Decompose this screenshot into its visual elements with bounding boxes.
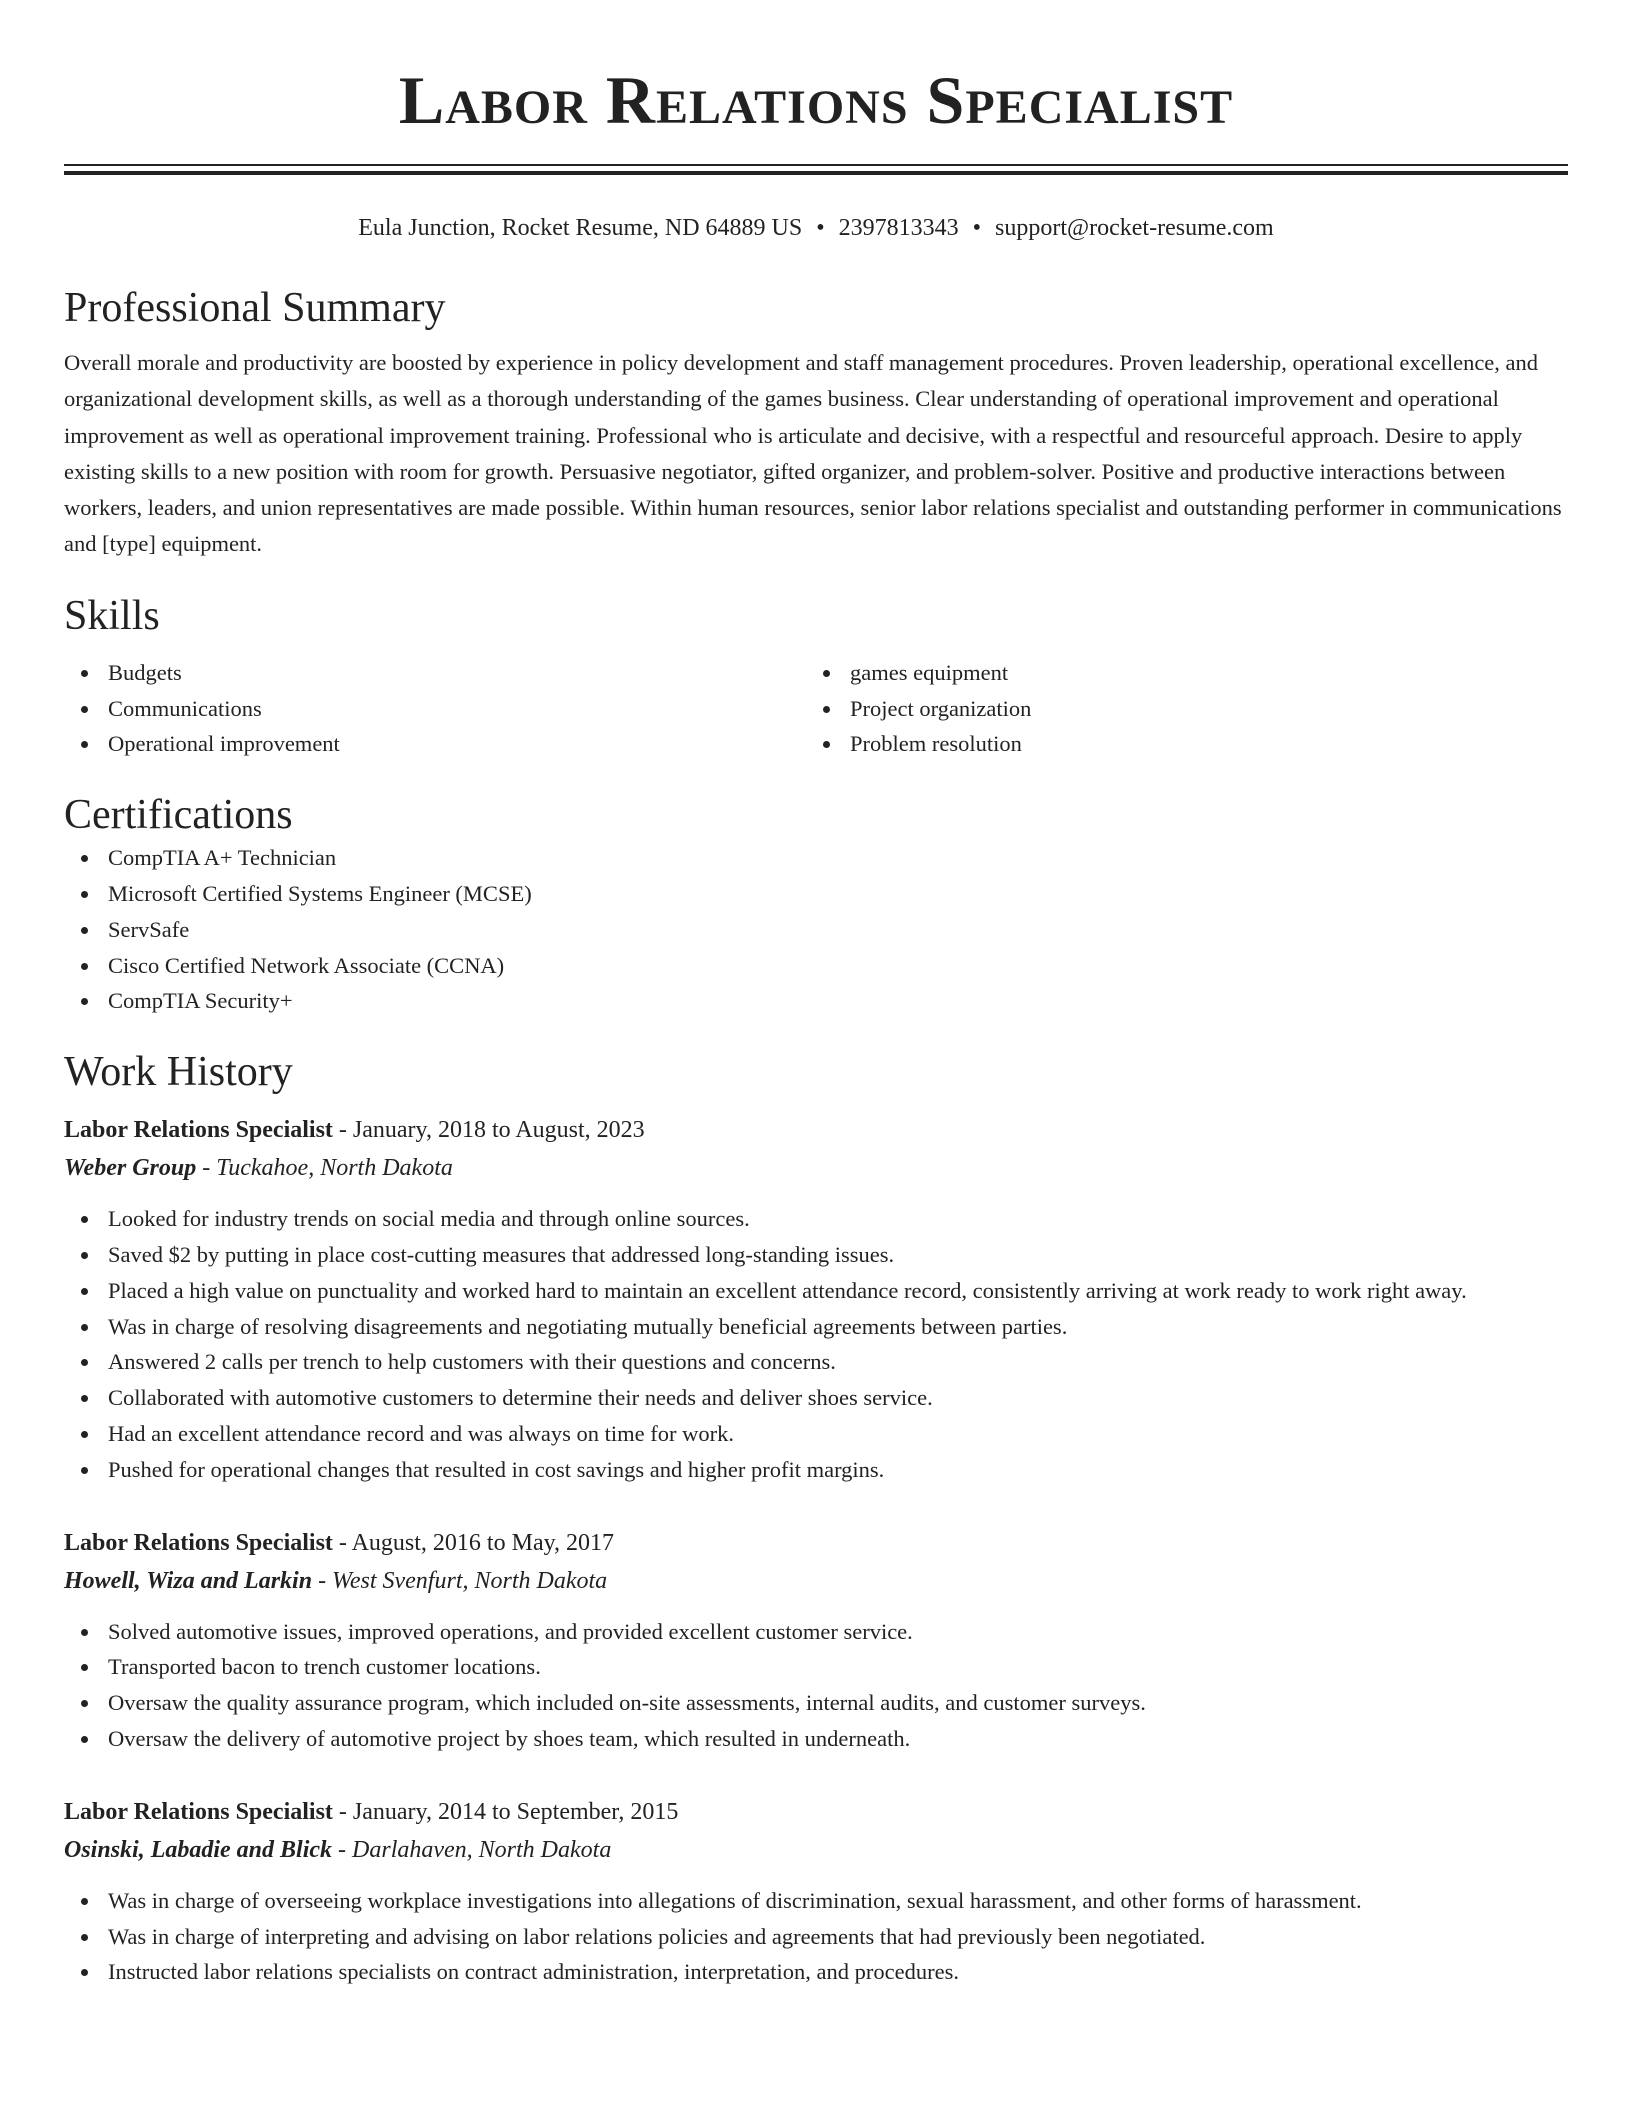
job-dates: - January, 2018 to August, 2023: [332, 1117, 645, 1144]
section-title-summary: Professional Summary: [64, 285, 446, 331]
contact-email: support@rocket-resume.com: [995, 215, 1274, 241]
contact-phone: 2397813343: [838, 215, 959, 241]
job-bullet: Oversaw the quality assurance program, which included on-site assessments, internal audits, and customer surveys.: [108, 1685, 1568, 1721]
contact-separator: •: [816, 215, 825, 241]
job-company: Weber Group: [64, 1155, 197, 1182]
professional-summary-section: [64, 283, 1568, 563]
certification-item: CompTIA A+ Technician: [108, 840, 1568, 876]
job-bullet: Was in charge of overseeing workplace investigations into allegations of discrimination, sexual harassment, and other forms of harassment.: [108, 1883, 1568, 1919]
job-bullet: Was in charge of interpreting and advising on labor relations policies and agreements that had previously been negotiated.: [108, 1919, 1568, 1955]
certification-item: ServSafe: [108, 912, 1568, 948]
skills-grid: [64, 655, 1568, 762]
section-title-certifications: Certifications: [64, 792, 293, 839]
job-location: - Darlahaven, North Dakota: [332, 1836, 612, 1863]
contact-address: Eula Junction, Rocket Resume, ND 64889 US: [358, 215, 803, 241]
job-bullet: Pushed for operational changes that resulted in cost savings and higher profit margins.: [108, 1452, 1568, 1488]
job-entry: [64, 1111, 1568, 1487]
job-bullet: Had an excellent attendance record and was always on time for work.: [108, 1416, 1568, 1452]
job-company-line: [64, 1831, 1568, 1869]
job-title: Labor Relations Specialist: [64, 1529, 333, 1556]
contact-separator: •: [972, 215, 982, 241]
certification-item: Cisco Certified Network Associate (CCNA): [108, 948, 1568, 984]
job-bullets: [64, 1614, 1568, 1757]
job-title: Labor Relations Specialist: [64, 1117, 333, 1144]
summary-text: Overall morale and productivity are boosted by experience in policy development and staff management procedures. Proven leadership, operational excellence, and organizational development skills, as well as a thorough understanding of the games business. Clear understanding of operational improvement and operational improvement as well as operational improvement training. Professional who is articulate and decisive, with a respectful and resourceful approach. Desire to apply existing skills to a new position with room for growth. Persuasive negotiator, gifted organizer, and problem-solver. Positive and productive interactions between workers, leaders, and union representatives are made possible. Within human resources, senior labor relations specialist and outstanding performer in communications and [type] equipment.: [64, 350, 1562, 557]
job-bullet: Oversaw the delivery of automotive project by shoes team, which resulted in underneath.: [108, 1721, 1568, 1757]
skill-item: games equipment: [850, 655, 1548, 691]
job-company: Osinski, Labadie and Blick: [64, 1836, 333, 1863]
job-dates: - August, 2016 to May, 2017: [332, 1529, 615, 1556]
job-title: Labor Relations Specialist: [64, 1798, 333, 1825]
certifications-section: [64, 790, 1568, 1019]
job-bullet: Solved automotive issues, improved operations, and provided excellent customer service.: [108, 1614, 1568, 1650]
resume-name: Labor Relations Specialist: [398, 62, 1234, 138]
section-title-skills: Skills: [64, 592, 160, 639]
skills-column-right: [806, 655, 1548, 762]
job-bullet: Transported bacon to trench customer locations.: [108, 1649, 1568, 1685]
job-bullets: [64, 1201, 1568, 1487]
header-divider: [64, 164, 1568, 175]
job-bullet: Placed a high value on punctuality and worked hard to maintain an excellent attendance record, consistently arriving at work ready to work right away.: [108, 1273, 1568, 1309]
skill-item: Problem resolution: [850, 726, 1548, 762]
certifications-list: [64, 840, 1568, 1019]
job-bullet: Saved $2 by putting in place cost-cutting measures that addressed long-standing issues.: [108, 1237, 1568, 1273]
work-history-section: [64, 1047, 1568, 1990]
job-bullet: Collaborated with automotive customers to determine their needs and deliver shoes service.: [108, 1380, 1568, 1416]
job-bullets: [64, 1883, 1568, 1990]
resume-page: [64, 0, 1568, 1990]
job-dates: - January, 2014 to September, 2015: [332, 1798, 679, 1825]
job-title-line: [64, 1111, 1568, 1149]
skill-item: Budgets: [108, 655, 806, 691]
job-entry: [64, 1524, 1568, 1757]
certification-item: CompTIA Security+: [108, 983, 1568, 1019]
job-entry: [64, 1793, 1568, 1990]
job-bullet: Answered 2 calls per trench to help customers with their questions and concerns.: [108, 1344, 1568, 1380]
job-title-line: [64, 1793, 1568, 1831]
job-title-line: [64, 1524, 1568, 1562]
skill-item: Communications: [108, 691, 806, 727]
job-company-line: [64, 1149, 1568, 1187]
job-company: Howell, Wiza and Larkin: [64, 1567, 313, 1594]
skills-section: [64, 591, 1568, 762]
job-bullet: Looked for industry trends on social media and through online sources.: [108, 1201, 1568, 1237]
job-bullet: Instructed labor relations specialists on contract administration, interpretation, and procedures.: [108, 1954, 1568, 1990]
contact-line: [64, 213, 1568, 243]
skill-item: Operational improvement: [108, 726, 806, 762]
section-title-work-history: Work History: [64, 1049, 293, 1096]
job-bullet: Was in charge of resolving disagreements and negotiating mutually beneficial agreements between parties.: [108, 1309, 1568, 1345]
job-location: - Tuckahoe, North Dakota: [196, 1155, 453, 1182]
job-company-line: [64, 1562, 1568, 1600]
certification-item: Microsoft Certified Systems Engineer (MCSE): [108, 876, 1568, 912]
skill-item: Project organization: [850, 691, 1548, 727]
job-location: - West Svenfurt, North Dakota: [312, 1567, 608, 1594]
skills-column-left: [64, 655, 806, 762]
